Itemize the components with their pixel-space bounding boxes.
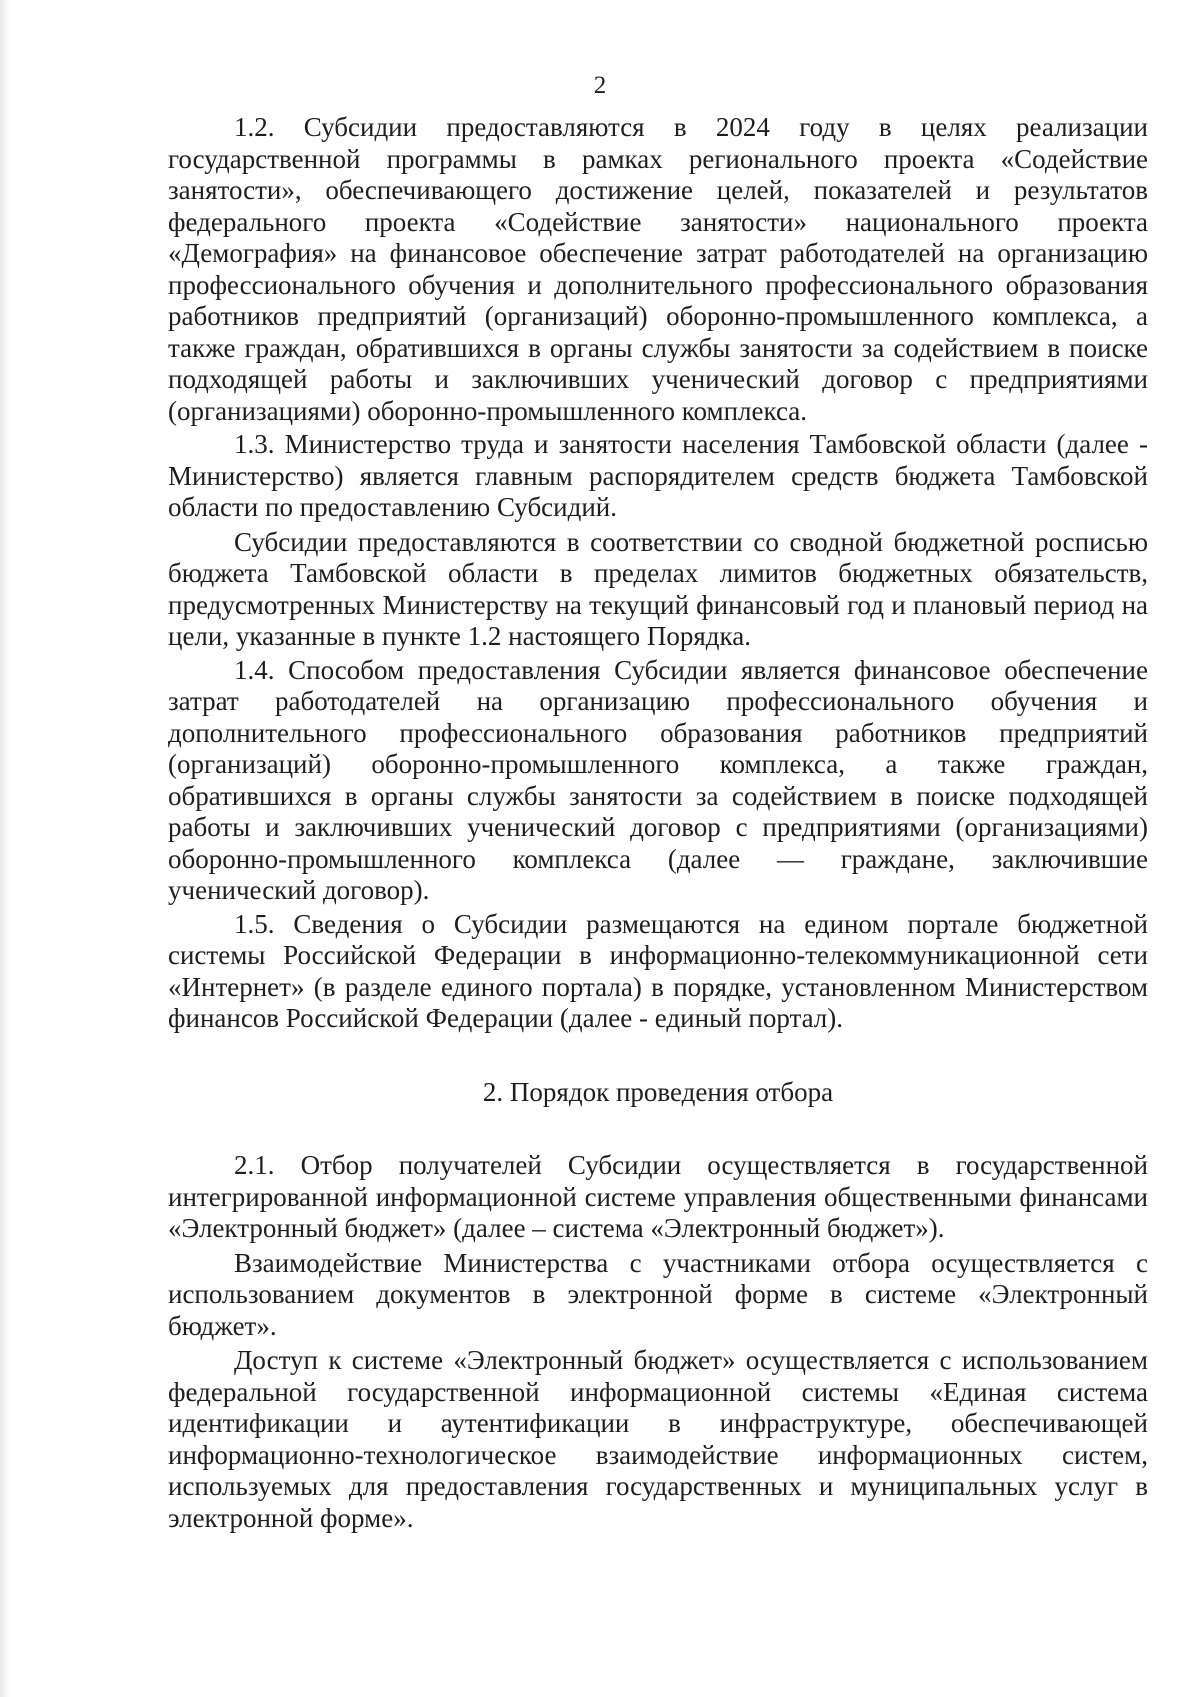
scan-edge-shading <box>0 0 10 1697</box>
paragraph-2-1-access: Доступ к системе «Электронный бюджет» осуществляется с использованием федеральной государственной информационной системы «Единая система идентификации и аутентификации в инфраструктуре, обеспечивающей информационно-технологическое взаимодействие информационных систем, используемых для предоставления государственных и муниципальных услуг в электронной форме». <box>168 1345 1148 1533</box>
paragraph-1-5: 1.5. Сведения о Субсидии размещаются на едином портале бюджетной системы Российской Федерации в информационно-телекоммуникационной сети «Интернет» (в разделе единого портала) в порядке, установленном Министерством финансов Российской Федерации (далее - единый портал). <box>168 908 1148 1033</box>
paragraph-1-3: 1.3. Министерство труда и занятости населения Тамбовской области (далее - Министерство) является главным распорядителем средств бюджета Тамбовской области по предоставлению Субсидий. <box>168 429 1148 522</box>
document-body <box>168 112 1148 1536</box>
paragraph-1-2: 1.2. Субсидии предоставляются в 2024 году в целях реализации государственной программы в рамках регионального проекта «Содействие занятости», обеспечивающего достижение целей, показателей и результатов федерального проекта «Содействие занятости» национального проекта «Демография» на финансовое обеспечение затрат работодателей на организацию профессионального обучения и дополнительного профессионального образования работников предприятий (организаций) оборонно-промышленного комплекса, а также граждан, обратившихся в органы службы занятости за содействием в поиске подходящей работы и заключивших ученический договор с предприятиями (организациями) оборонно-промышленного комплекса. <box>168 112 1148 426</box>
paragraph-2-1: 2.1. Отбор получателей Субсидии осуществляется в государственной интегрированной информационной системе управления общественными финансами «Электронный бюджет» (далее – система «Электронный бюджет»). <box>168 1150 1148 1243</box>
paragraph-1-4: 1.4. Способом предоставления Субсидии является финансовое обеспечение затрат работодателей на организацию профессионального обучения и дополнительного профессионального образования работников предприятий (организаций) оборонно-промышленного комплекса, а также граждан, обратившихся в органы службы занятости за содействием в поиске подходящей работы и заключивших ученический договор с предприятиями (организациями) оборонно-промышленного комплекса (далее — граждане, заключившие ученический договор). <box>168 654 1148 905</box>
section-2-heading: 2. Порядок проведения отбора <box>482 1076 834 1107</box>
page-number: 2 <box>593 72 607 99</box>
paragraph-1-3-budget-list: Субсидии предоставляются в соответствии со сводной бюджетной росписью бюджета Тамбовской области в пределах лимитов бюджетных обязательств, предусмотренных Министерству на текущий финансовый год и плановый период на цели, указанные в пункте 1.2 настоящего Порядка. <box>168 526 1148 651</box>
paragraph-2-1-interaction: Взаимодействие Министерства с участниками отбора осуществляется с использованием документов в электронной форме в системе «Электронный бюджет». <box>168 1247 1148 1341</box>
